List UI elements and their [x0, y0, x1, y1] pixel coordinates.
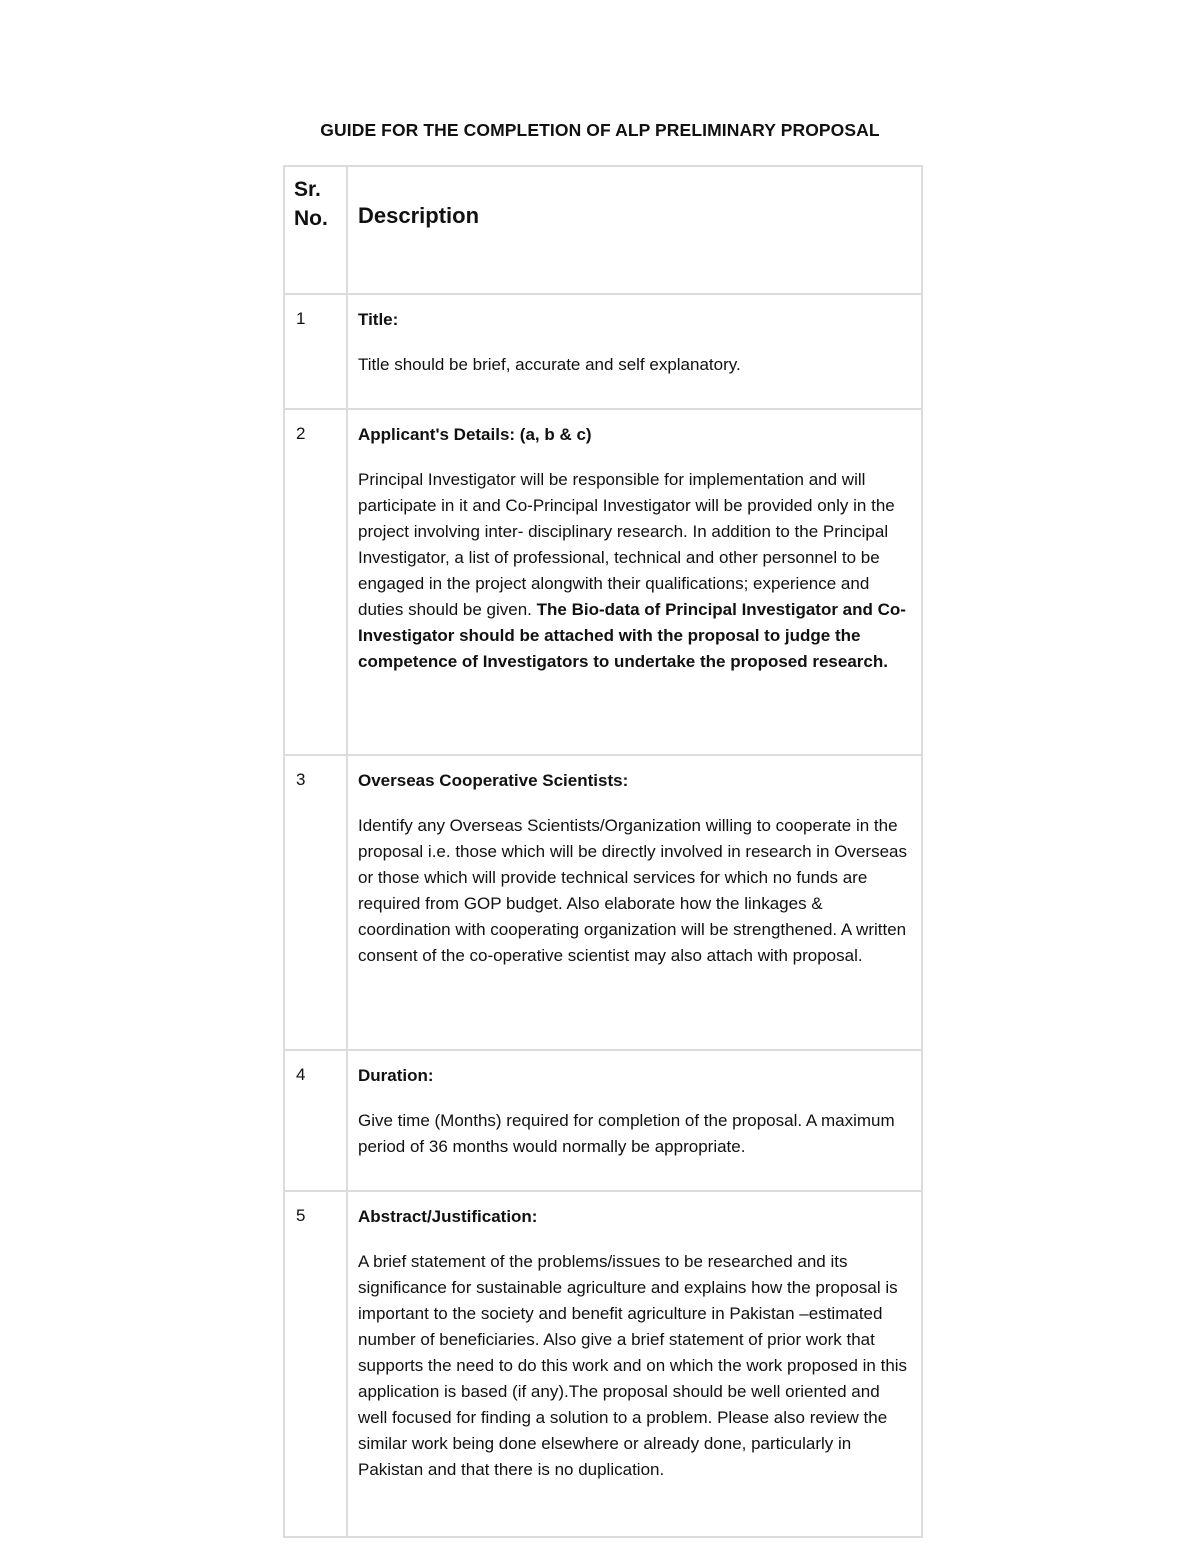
row-number: 3 [284, 755, 347, 1050]
table-row [284, 294, 922, 409]
row-heading: Duration: [358, 1066, 434, 1085]
row-description [347, 294, 922, 409]
table-row [284, 1191, 922, 1537]
row-body-text: A brief statement of the problems/issues to be researched and its significance for sustainable agriculture and explains how the proposal is important to the society and benefit agriculture in Pakistan –estimated number of beneficiaries. Also give a brief statement of prior work that supports the need to do this work and on which the work proposed in this application is based (if any).The proposal should be well oriented and well focused for finding a solution to a problem. Please also review the similar work being done elsewhere or already done, particularly in Pakistan and that there is no duplication. [358, 1252, 908, 1479]
row-number: 5 [284, 1191, 347, 1537]
row-heading: Title: [358, 310, 399, 329]
row-text [358, 352, 911, 378]
header-sr-no [284, 166, 347, 294]
row-description [347, 755, 922, 1050]
row-number: 2 [284, 409, 347, 755]
header-description: Description [347, 166, 922, 294]
row-number: 4 [284, 1050, 347, 1191]
header-sr-line2: No. [294, 207, 328, 230]
table-row [284, 1050, 922, 1191]
table-header-row [284, 166, 922, 294]
row-heading: Overseas Cooperative Scientists: [358, 771, 629, 790]
row-description [347, 1050, 922, 1191]
row-text [358, 813, 911, 969]
row-description [347, 1191, 922, 1537]
table-row [284, 755, 922, 1050]
row-description [347, 409, 922, 755]
row-body-text: Title should be brief, accurate and self explanatory. [358, 355, 741, 374]
row-body-text: Identify any Overseas Scientists/Organization willing to cooperate in the proposal i.e. those which will be directly involved in research in Overseas or those which will provide technical services for which no funds are required from GOP budget. Also elaborate how the linkages & coordination with cooperating organization will be strengthened. A written consent of the co-operative scientist may also attach with proposal. [358, 816, 907, 965]
row-heading: Abstract/Justification: [358, 1207, 538, 1226]
row-body-text: Principal Investigator will be responsible for implementation and will participate in it and Co-Principal Investigator will be provided only in the project involving inter- disciplinary research. In addition to the Principal Investigator, a list of professional, technical and other personnel to be engaged in the project alongwith their qualifications; experience and duties should be given. [358, 470, 895, 619]
row-bold-text: The Bio-data of Principal Investigator and Co-Investigator should be attached with the proposal to judge the competence of Investigators to undertake the proposed research. [358, 600, 906, 671]
header-sr-line1: Sr. [294, 178, 321, 201]
row-text [358, 1249, 911, 1483]
row-heading: Applicant's Details: (a, b & c) [358, 425, 592, 444]
page-title: GUIDE FOR THE COMPLETION OF ALP PRELIMINARY PROPOSAL [320, 120, 880, 140]
row-number: 1 [284, 294, 347, 409]
row-text [358, 1108, 911, 1160]
row-body-text: Give time (Months) required for completion of the proposal. A maximum period of 36 months would normally be appropriate. [358, 1111, 895, 1156]
row-text [358, 467, 911, 675]
table-row [284, 409, 922, 755]
guide-table [283, 165, 923, 1538]
